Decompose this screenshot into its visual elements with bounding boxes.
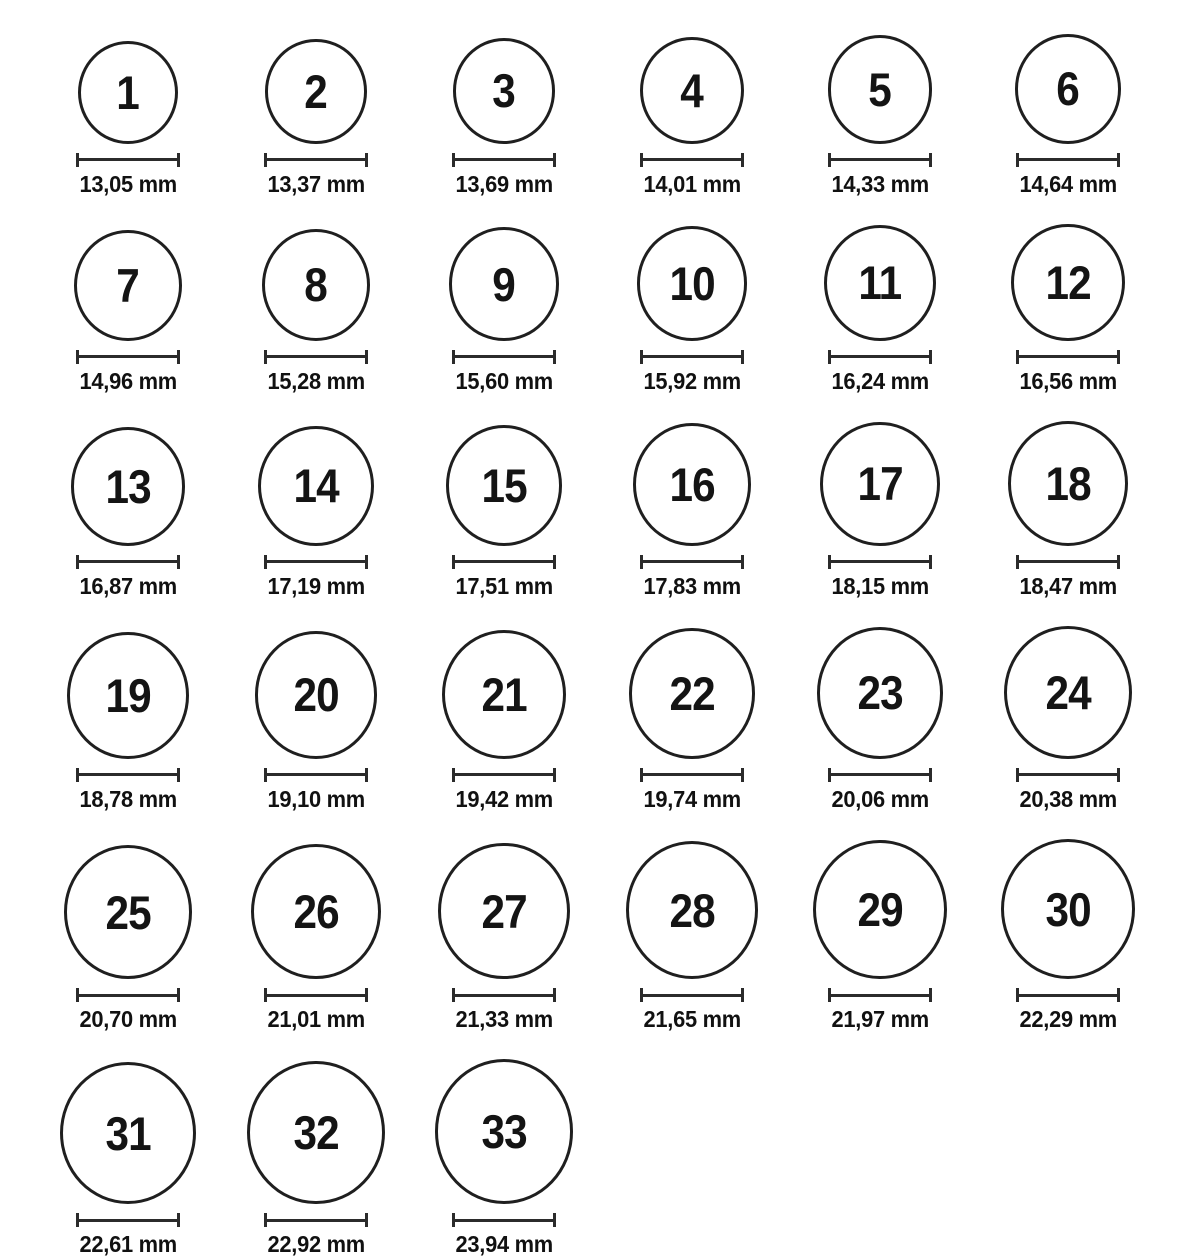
- ring-size-row: [34, 626, 1162, 813]
- ring-size-label: 14,33 mm: [831, 170, 929, 197]
- measure-tick-right-icon: [1117, 768, 1120, 782]
- ring-size-label: 15,60 mm: [455, 367, 553, 394]
- ring-number: 32: [293, 1105, 339, 1159]
- ring-circle: [1015, 34, 1121, 144]
- measure-tick-right-icon: [741, 768, 744, 782]
- measure-tick-right-icon: [1117, 988, 1120, 1002]
- measure-tick-right-icon: [741, 988, 744, 1002]
- ring-number: 31: [105, 1106, 151, 1160]
- measure-bar: [828, 355, 932, 358]
- ring-size-row: [34, 34, 1162, 198]
- diameter-measure-line: [452, 1213, 556, 1227]
- ring-size-label: 16,56 mm: [1019, 367, 1117, 394]
- measure-bar: [76, 355, 180, 358]
- ring-size-label: 19,42 mm: [455, 785, 553, 812]
- measure-bar: [640, 994, 744, 997]
- ring-size-item: [974, 224, 1162, 395]
- ring-size-label: 14,96 mm: [79, 367, 177, 394]
- ring-circle: [453, 38, 555, 144]
- ring-size-label: 18,15 mm: [831, 572, 929, 599]
- ring-size-item: [222, 844, 410, 1034]
- diameter-measure-line: [264, 555, 368, 569]
- ring-size-item: [598, 628, 786, 812]
- ring-circle: [247, 1061, 384, 1204]
- ring-number: 28: [669, 883, 715, 937]
- ring-size-item: [222, 1061, 410, 1258]
- measure-bar: [264, 560, 368, 563]
- measure-tick-right-icon: [553, 768, 556, 782]
- ring-number: 12: [1045, 255, 1091, 309]
- ring-size-item: [974, 839, 1162, 1034]
- ring-size-item: [222, 39, 410, 197]
- ring-size-item: [34, 1062, 222, 1258]
- ring-number: 14: [293, 459, 339, 513]
- ring-circle: [640, 37, 744, 144]
- ring-size-item: [598, 423, 786, 600]
- diameter-measure-line: [264, 350, 368, 364]
- ring-size-row: [34, 224, 1162, 395]
- measure-bar: [76, 1219, 180, 1222]
- ring-size-label: 23,94 mm: [455, 1231, 553, 1258]
- ring-number: 1: [116, 65, 140, 119]
- diameter-measure-line: [76, 988, 180, 1002]
- diameter-measure-line: [1016, 153, 1120, 167]
- measure-bar: [1016, 158, 1120, 161]
- measure-tick-right-icon: [929, 988, 932, 1002]
- measure-bar: [1016, 560, 1120, 563]
- ring-circle: [1011, 224, 1124, 341]
- ring-circle: [435, 1059, 573, 1204]
- ring-size-item: [786, 627, 974, 813]
- measure-tick-right-icon: [177, 768, 180, 782]
- ring-size-item: [222, 631, 410, 813]
- ring-size-label: 14,01 mm: [643, 170, 741, 197]
- measure-tick-right-icon: [929, 153, 932, 167]
- diameter-measure-line: [264, 768, 368, 782]
- ring-number: 3: [492, 64, 516, 118]
- measure-bar: [452, 158, 556, 161]
- ring-circle: [637, 226, 748, 341]
- diameter-measure-line: [76, 555, 180, 569]
- ring-number: 29: [857, 883, 903, 937]
- measure-bar: [76, 560, 180, 563]
- ring-circle: [265, 39, 366, 143]
- ring-number: 17: [857, 457, 903, 511]
- ring-circle: [71, 427, 185, 546]
- measure-bar: [76, 158, 180, 161]
- ring-size-row: [34, 839, 1162, 1034]
- ring-size-item: [598, 841, 786, 1033]
- ring-size-label: 21,33 mm: [455, 1006, 553, 1033]
- ring-size-label: 16,24 mm: [831, 367, 929, 394]
- diameter-measure-line: [1016, 768, 1120, 782]
- ring-size-item: [34, 632, 222, 812]
- ring-size-label: 22,61 mm: [79, 1231, 177, 1258]
- ring-circle: [1001, 839, 1136, 980]
- measure-bar: [1016, 994, 1120, 997]
- ring-circle: [449, 227, 559, 340]
- ring-number: 30: [1045, 882, 1091, 936]
- measure-bar: [264, 355, 368, 358]
- measure-tick-right-icon: [177, 555, 180, 569]
- measure-bar: [828, 560, 932, 563]
- ring-number: 15: [481, 458, 527, 512]
- ring-size-row: [34, 421, 1162, 600]
- measure-tick-right-icon: [553, 1213, 556, 1227]
- ring-size-label: 22,29 mm: [1019, 1006, 1117, 1033]
- ring-circle: [817, 627, 943, 759]
- measure-tick-right-icon: [365, 555, 368, 569]
- ring-size-item: [786, 840, 974, 1033]
- ring-circle: [824, 225, 936, 341]
- measure-bar: [264, 994, 368, 997]
- ring-circle: [1008, 421, 1128, 546]
- measure-bar: [452, 355, 556, 358]
- ring-number: 24: [1045, 665, 1091, 719]
- diameter-measure-line: [452, 555, 556, 569]
- diameter-measure-line: [264, 1213, 368, 1227]
- ring-number: 10: [669, 256, 715, 310]
- ring-size-label: 16,87 mm: [79, 572, 177, 599]
- ring-size-item: [410, 630, 598, 813]
- measure-bar: [640, 158, 744, 161]
- ring-number: 5: [868, 62, 892, 116]
- diameter-measure-line: [452, 153, 556, 167]
- ring-circle: [258, 426, 374, 546]
- ring-circle: [251, 844, 381, 980]
- ring-size-label: 20,38 mm: [1019, 785, 1117, 812]
- ring-number: 33: [481, 1105, 527, 1159]
- ring-size-label: 14,64 mm: [1019, 170, 1117, 197]
- ring-circle: [626, 841, 758, 979]
- diameter-measure-line: [452, 768, 556, 782]
- ring-number: 22: [669, 667, 715, 721]
- ring-circle: [255, 631, 378, 759]
- ring-size-label: 21,01 mm: [267, 1006, 365, 1033]
- ring-size-label: 21,97 mm: [831, 1006, 929, 1033]
- ring-size-item: [410, 425, 598, 600]
- ring-circle: [629, 628, 754, 758]
- ring-circle: [262, 229, 370, 341]
- diameter-measure-line: [452, 350, 556, 364]
- ring-number: 2: [304, 64, 328, 118]
- diameter-measure-line: [76, 350, 180, 364]
- ring-size-item: [786, 422, 974, 600]
- ring-size-label: 19,10 mm: [267, 785, 365, 812]
- ring-number: 26: [293, 885, 339, 939]
- ring-number: 4: [680, 63, 704, 117]
- ring-size-item: [222, 426, 410, 600]
- ring-size-label: 21,65 mm: [643, 1006, 741, 1033]
- ring-size-label: 17,19 mm: [267, 572, 365, 599]
- ring-number: 19: [105, 669, 151, 723]
- measure-bar: [76, 773, 180, 776]
- ring-size-item: [786, 35, 974, 197]
- diameter-measure-line: [264, 988, 368, 1002]
- ring-size-label: 20,06 mm: [831, 785, 929, 812]
- diameter-measure-line: [76, 153, 180, 167]
- ring-size-label: 13,69 mm: [455, 170, 553, 197]
- measure-bar: [828, 158, 932, 161]
- diameter-measure-line: [264, 153, 368, 167]
- measure-tick-right-icon: [553, 350, 556, 364]
- ring-size-label: 15,92 mm: [643, 367, 741, 394]
- measure-bar: [828, 994, 932, 997]
- ring-size-item: [598, 37, 786, 198]
- measure-bar: [640, 355, 744, 358]
- measure-tick-right-icon: [177, 153, 180, 167]
- ring-number: 16: [669, 458, 715, 512]
- ring-circle: [820, 422, 939, 546]
- diameter-measure-line: [76, 768, 180, 782]
- measure-tick-right-icon: [1117, 350, 1120, 364]
- ring-circle: [67, 632, 189, 758]
- measure-tick-right-icon: [365, 768, 368, 782]
- diameter-measure-line: [828, 768, 932, 782]
- measure-bar: [264, 773, 368, 776]
- ring-number: 9: [492, 257, 516, 311]
- measure-bar: [452, 773, 556, 776]
- diameter-measure-line: [828, 555, 932, 569]
- measure-bar: [452, 560, 556, 563]
- ring-number: 21: [481, 667, 527, 721]
- measure-bar: [828, 773, 932, 776]
- ring-size-item: [410, 1059, 598, 1258]
- ring-size-item: [598, 226, 786, 395]
- ring-circle: [813, 840, 947, 979]
- ring-size-item: [410, 843, 598, 1034]
- ring-size-item: [410, 227, 598, 394]
- measure-tick-right-icon: [553, 555, 556, 569]
- measure-bar: [452, 994, 556, 997]
- ring-number: 18: [1045, 456, 1091, 510]
- ring-number: 11: [858, 256, 902, 310]
- measure-tick-right-icon: [929, 350, 932, 364]
- measure-bar: [640, 773, 744, 776]
- measure-bar: [1016, 773, 1120, 776]
- diameter-measure-line: [1016, 988, 1120, 1002]
- ring-number: 20: [293, 668, 339, 722]
- measure-tick-right-icon: [929, 768, 932, 782]
- ring-circle: [446, 425, 563, 546]
- ring-circle: [633, 423, 751, 546]
- measure-tick-right-icon: [365, 1213, 368, 1227]
- ring-circle: [64, 845, 193, 979]
- ring-size-item: [974, 421, 1162, 600]
- ring-size-label: 13,05 mm: [79, 170, 177, 197]
- diameter-measure-line: [640, 988, 744, 1002]
- ring-size-label: 17,83 mm: [643, 572, 741, 599]
- ring-size-label: 15,28 mm: [267, 367, 365, 394]
- ring-size-label: 17,51 mm: [455, 572, 553, 599]
- measure-tick-right-icon: [553, 988, 556, 1002]
- measure-tick-right-icon: [929, 555, 932, 569]
- ring-number: 25: [105, 885, 151, 939]
- measure-tick-right-icon: [177, 1213, 180, 1227]
- ring-circle: [828, 35, 933, 143]
- measure-tick-right-icon: [365, 988, 368, 1002]
- ring-size-item: [34, 427, 222, 600]
- ring-number: 23: [857, 666, 903, 720]
- ring-circle: [438, 843, 569, 980]
- ring-size-item: [222, 229, 410, 395]
- diameter-measure-line: [828, 153, 932, 167]
- ring-size-label: 18,47 mm: [1019, 572, 1117, 599]
- measure-tick-right-icon: [177, 988, 180, 1002]
- measure-bar: [264, 158, 368, 161]
- diameter-measure-line: [828, 988, 932, 1002]
- ring-size-item: [974, 626, 1162, 813]
- ring-circle: [442, 630, 566, 759]
- measure-bar: [452, 1219, 556, 1222]
- ring-size-item: [786, 225, 974, 395]
- diameter-measure-line: [640, 555, 744, 569]
- measure-bar: [1016, 355, 1120, 358]
- measure-bar: [76, 994, 180, 997]
- ring-size-row: [34, 1059, 1162, 1258]
- diameter-measure-line: [1016, 555, 1120, 569]
- ring-circle: [78, 41, 178, 144]
- ring-size-label: 18,78 mm: [79, 785, 177, 812]
- ring-size-label: 13,37 mm: [267, 170, 365, 197]
- diameter-measure-line: [640, 153, 744, 167]
- measure-tick-right-icon: [741, 555, 744, 569]
- measure-tick-right-icon: [177, 350, 180, 364]
- measure-tick-right-icon: [741, 153, 744, 167]
- measure-tick-right-icon: [553, 153, 556, 167]
- ring-number: 27: [481, 884, 527, 938]
- ring-circle: [1004, 626, 1132, 759]
- measure-tick-right-icon: [1117, 555, 1120, 569]
- ring-number: 7: [116, 258, 140, 312]
- diameter-measure-line: [640, 350, 744, 364]
- ring-size-label: 22,92 mm: [267, 1231, 365, 1258]
- ring-size-item: [34, 845, 222, 1033]
- diameter-measure-line: [1016, 350, 1120, 364]
- ring-number: 13: [105, 460, 151, 514]
- ring-size-item: [34, 41, 222, 198]
- ring-circle: [60, 1062, 196, 1204]
- ring-size-label: 20,70 mm: [79, 1006, 177, 1033]
- diameter-measure-line: [828, 350, 932, 364]
- ring-size-item: [34, 230, 222, 395]
- ring-number: 6: [1056, 62, 1080, 116]
- measure-tick-right-icon: [741, 350, 744, 364]
- ring-size-item: [410, 38, 598, 198]
- ring-number: 8: [304, 258, 328, 312]
- measure-bar: [640, 560, 744, 563]
- measure-tick-right-icon: [365, 350, 368, 364]
- measure-tick-right-icon: [1117, 153, 1120, 167]
- diameter-measure-line: [76, 1213, 180, 1227]
- diameter-measure-line: [640, 768, 744, 782]
- ring-circle: [74, 230, 181, 341]
- ring-size-label: 19,74 mm: [643, 785, 741, 812]
- ring-size-item: [974, 34, 1162, 198]
- diameter-measure-line: [452, 988, 556, 1002]
- measure-tick-right-icon: [365, 153, 368, 167]
- measure-bar: [264, 1219, 368, 1222]
